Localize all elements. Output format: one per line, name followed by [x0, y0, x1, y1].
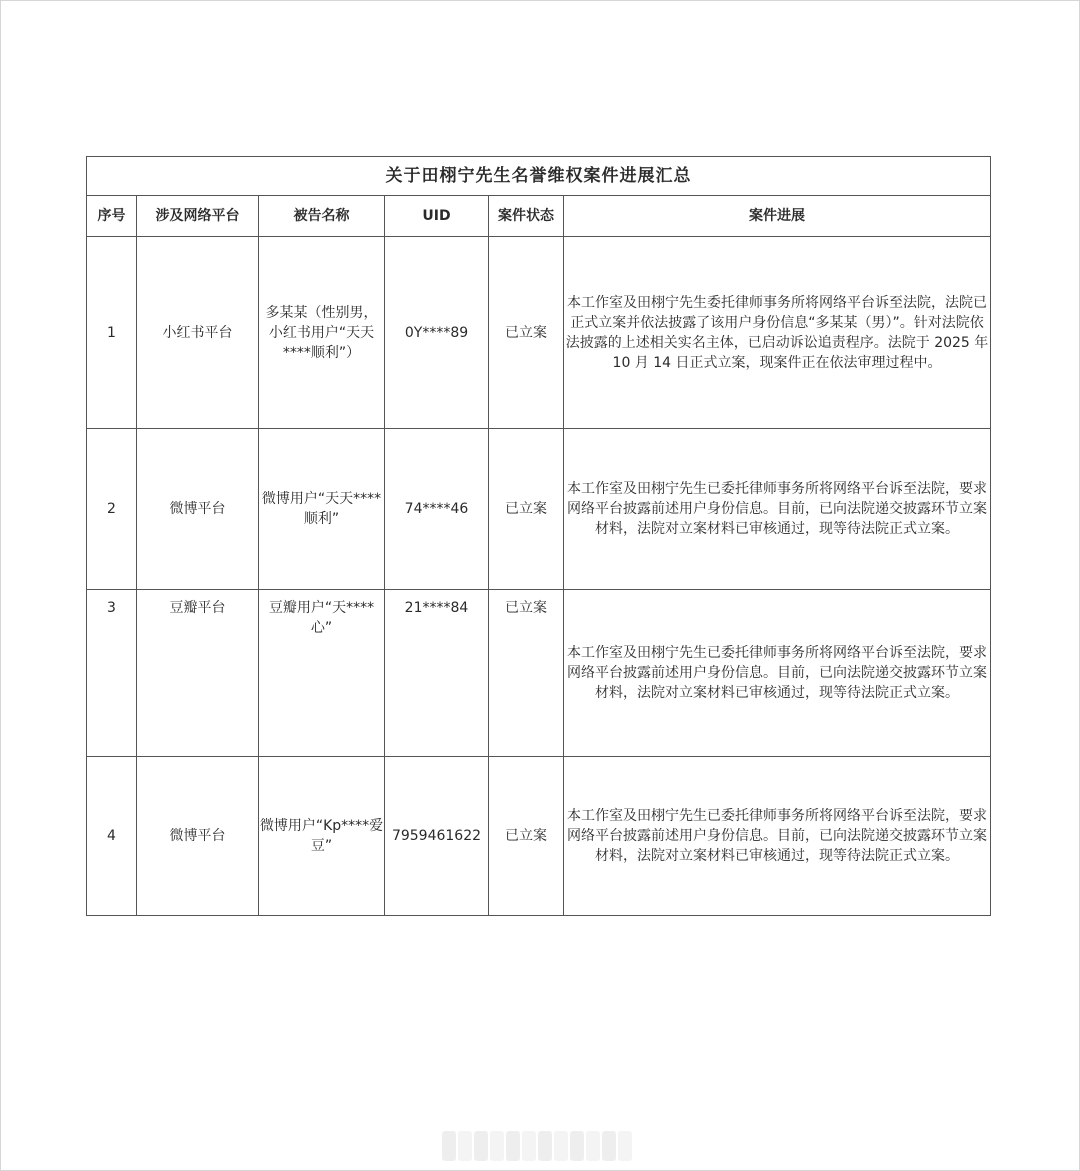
watermark-block — [618, 1131, 632, 1161]
blurred-watermark — [442, 1131, 632, 1161]
header-status: 案件状态 — [489, 196, 564, 237]
case-summary-table — [86, 156, 991, 916]
row-uid: 74****46 — [385, 429, 489, 590]
row-uid: 7959461622 — [385, 757, 489, 916]
watermark-block — [458, 1131, 472, 1161]
row-progress: 本工作室及田栩宁先生委托律师事务所将网络平台诉至法院，法院已正式立案并依法披露了该用户身份信息“多某某（男）”。针对法院依法披露的上述相关实名主体，已启动诉讼追责程序。法院于 2025 年 10 月 14 日正式立案，现案件正在依法审理过程中。 — [564, 237, 991, 429]
watermark-block — [490, 1131, 504, 1161]
row-defendant: 多某某（性别男，小红书用户“天天****顺利”） — [259, 237, 385, 429]
row-defendant: 微博用户“天天****顺利” — [259, 429, 385, 590]
row-index: 3 — [87, 590, 137, 757]
table-row — [87, 429, 991, 590]
header-platform: 涉及网络平台 — [137, 196, 259, 237]
watermark-block — [538, 1131, 552, 1161]
table-row — [87, 237, 991, 429]
row-status: 已立案 — [489, 757, 564, 916]
row-platform: 小红书平台 — [137, 237, 259, 429]
header-defendant: 被告名称 — [259, 196, 385, 237]
row-platform: 微博平台 — [137, 757, 259, 916]
watermark-block — [554, 1131, 568, 1161]
row-index: 4 — [87, 757, 137, 916]
table-header-row — [87, 196, 991, 237]
row-index: 2 — [87, 429, 137, 590]
row-defendant: 豆瓣用户“天****心” — [259, 590, 385, 757]
row-platform: 豆瓣平台 — [137, 590, 259, 757]
watermark-block — [522, 1131, 536, 1161]
row-progress: 本工作室及田栩宁先生已委托律师事务所将网络平台诉至法院，要求网络平台披露前述用户身份信息。目前，已向法院递交披露环节立案材料，法院对立案材料已审核通过，现等待法院正式立案。 — [564, 429, 991, 590]
row-progress: 本工作室及田栩宁先生已委托律师事务所将网络平台诉至法院，要求网络平台披露前述用户身份信息。目前，已向法院递交披露环节立案材料，法院对立案材料已审核通过，现等待法院正式立案。 — [564, 590, 991, 757]
row-index: 1 — [87, 237, 137, 429]
table-row — [87, 757, 991, 916]
row-uid: 21****84 — [385, 590, 489, 757]
table-title-row — [87, 157, 991, 196]
row-status: 已立案 — [489, 237, 564, 429]
row-platform: 微博平台 — [137, 429, 259, 590]
header-uid: UID — [385, 196, 489, 237]
header-progress: 案件进展 — [564, 196, 991, 237]
row-defendant: 微博用户“Kp****爱豆” — [259, 757, 385, 916]
row-uid: 0Y****89 — [385, 237, 489, 429]
watermark-block — [474, 1131, 488, 1161]
watermark-block — [442, 1131, 456, 1161]
table-title: 关于田栩宁先生名誉维权案件进展汇总 — [87, 157, 991, 196]
watermark-block — [586, 1131, 600, 1161]
table-row — [87, 590, 991, 757]
header-index: 序号 — [87, 196, 137, 237]
row-status: 已立案 — [489, 590, 564, 757]
watermark-block — [506, 1131, 520, 1161]
watermark-block — [602, 1131, 616, 1161]
row-status: 已立案 — [489, 429, 564, 590]
row-progress: 本工作室及田栩宁先生已委托律师事务所将网络平台诉至法院，要求网络平台披露前述用户身份信息。目前，已向法院递交披露环节立案材料，法院对立案材料已审核通过，现等待法院正式立案。 — [564, 757, 991, 916]
watermark-block — [570, 1131, 584, 1161]
